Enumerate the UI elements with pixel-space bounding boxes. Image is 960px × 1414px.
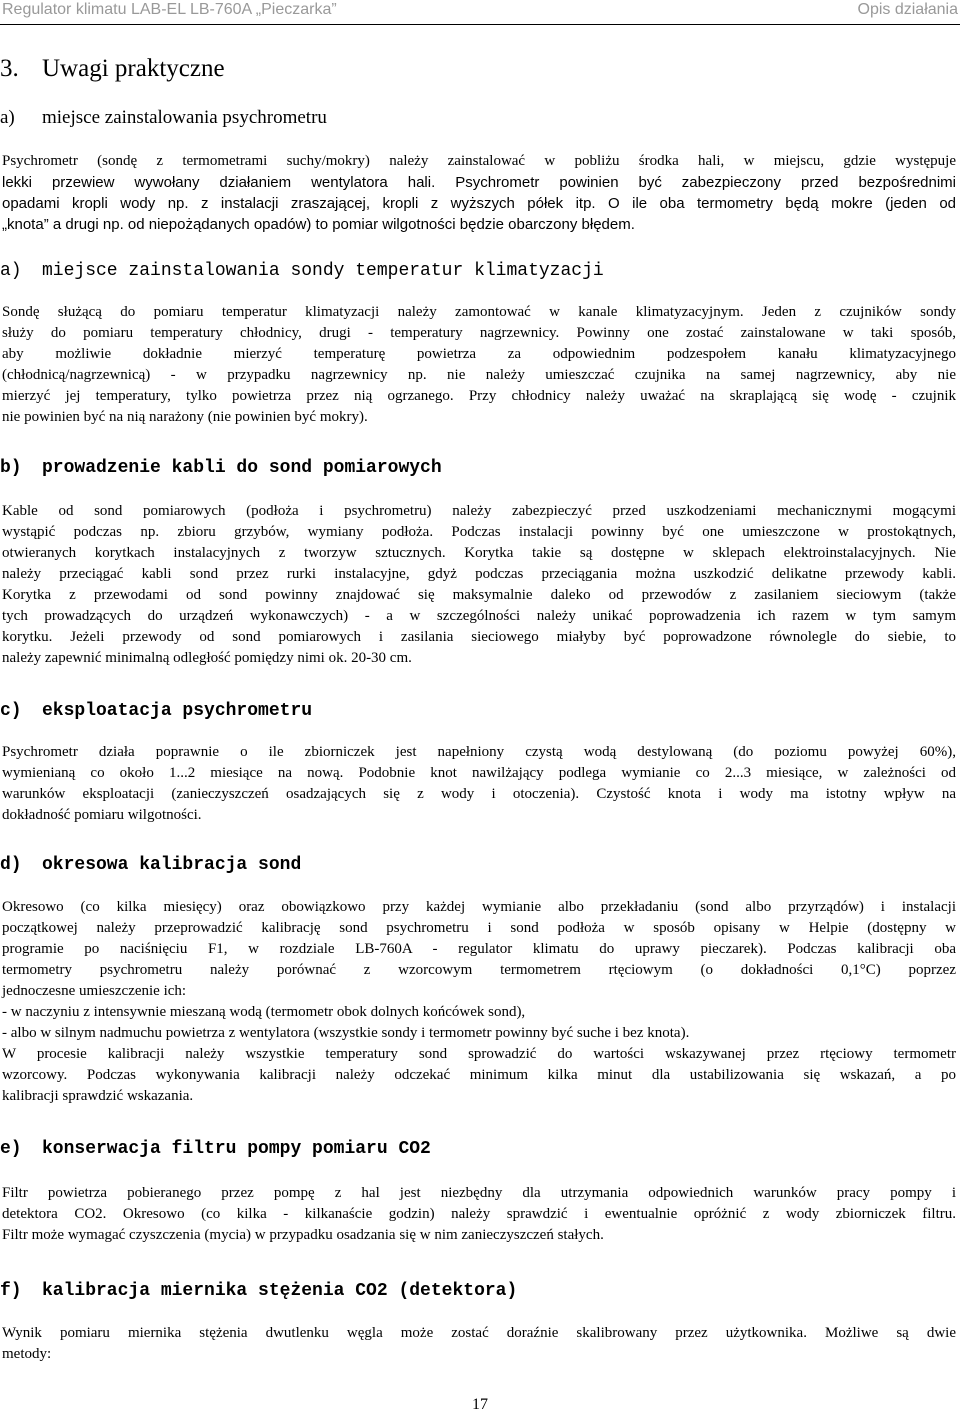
chapter-number: 3. xyxy=(0,55,19,82)
section-body-probe-calibration: Okresowo (co kilka miesięcy) oraz obowiązkowo przy każdej wymianie albo przekładaniu (sond albo przyrządów) i instalacji początkowej należy przeprowadzić kalibrację sond psychrometru i sond podłoża w sposób opisany w Helpie (dostępny w programie po naciśnięciu F1, w rozdziale LB-760A - regulator klimatu do uprawy pieczarek). Podczas kalibracji oba termometry psychrometru należy porównać z wzorcowym termometrem rtęciowym (o dokładności 0,1°C) poprzez jednoczesne umieszczenie ich: - w naczyniu z intensywnie mieszaną wodą (termometr obok dolnych końcówek sond), - albo w silnym nadmuchu powietrza z wentylatora (wszystkie sondy i termometr powinny być suche i bez knota). W procesie kalibracji należy wszystkie temperatury sond sprowadzić do wartości wskazywanej przez rtęciowy termometr wzorcowy. Podczas wykonywania kalibracji należy odczekać minimum kilka minut dla ustabilizowania się wskazań, a po kalibracji sprawdzić wskazania. xyxy=(2,899,956,1104)
section-heading-psychrometer-operation: c) eksploatacja psychrometru xyxy=(0,701,313,721)
section-body-ac-probe-location: Sondę służącą do pomiaru temperatur klimatyzacji należy zamontować w kanale klimatyzacyjnym. Jeden z czujników sondy służy do pomiaru temperatury chłodnicy, drugi - temperatury nagrzewnicy. Powinny one zostać zainstalowane w taki sposób, aby możliwie dokładnie mierzyć temperaturę powietrza za odpowiednim podzespołem kanału klimatyzacyjnego (chłodnicą/nagrzewnicą) - w przypadku nagrzewnicy np. nie należy umieszczać czujnika na samej nagrzewnicy, aby nie mierzyć jej temperatury, tylko powietrza przez nią ogrzanego. Przy chłodnicy należy uważać na skraplającą się wodę - czujnik nie powinien być na nią narażony (nie powinien być mokry). xyxy=(2,304,956,425)
page-header xyxy=(0,0,960,25)
section-heading-psychrometer-location: a) miejsce zainstalowania psychrometru xyxy=(0,107,327,128)
header-section-title: Opis działania xyxy=(857,1,958,18)
section-body-co2-pump-filter: Filtr powietrza pobieranego przez pompę z hal jest niezbędny dla utrzymania odpowiednich warunków pracy pompy i detektora CO2. Okresowo (co kilka - kilkanaście godzin) należy sprawdzić i ewentualnie opróżnić z wody zbiorniczek filtru. Filtr może wymagać czyszczenia (mycia) w przypadku osadzania się w nim zanieczyszczeń stałych. xyxy=(2,1185,956,1243)
section-heading-probe-calibration: d) okresowa kalibracja sond xyxy=(0,855,302,875)
header-doc-title: Regulator klimatu LAB-EL LB-760A „Pieczarka” xyxy=(2,1,337,18)
section-body-psychrometer-location: Psychrometr (sondę z termometrami suchy/mokry) należy zainstalować w pobliżu środka hali, w miejscu, gdzie występuje lekki przewiew wywołany działaniem wentylatora hali. Psychrometr powinien być zabezpieczony przed bezpośrednimi opadami kropli wody np. z instalacji zraszającej, kropli z wyższych półek itp. O ile oba termometry będą mokre (jeden od „knota” a drugi np. od niepożądanych opadów) to pomiar wilgotności będzie obarczony błędem. xyxy=(2,153,956,233)
page-number: 17 xyxy=(472,1396,488,1413)
chapter-title-text: Uwagi praktyczne xyxy=(42,55,225,82)
section-body-probe-cables: Kable od sond pomiarowych (podłoża i psychrometru) należy zabezpieczyć przed uszkodzeniami mechanicznymi mogącymi wystąpić podczas np. zbioru grzybów, wymiany podłoża. Podczas instalacji powinny być one umieszczone w prostokątnych, otwieranych korytkach instalacyjnych z tworzyw sztucznych. Korytka takie są dostępne w sklepach elektroinstalacyjnych. Nie należy przeciągać kabli sond przez rurki instalacyjne, gdyż podczas przeciągania można uszkodzić delikatne przewody kabli. Korytka z przewodami od sond powinny znajdować się maksymalnie daleko od przewodów z zasilaniem sieciowym (także tych prowadzących do urządzeń wykonawczych) - a w szczególności należy unikać poprowadzenia ich razem w tym samym korytku. Jeżeli przewody od sond pomiarowych i zasilania sieciowego miałyby być poprowadzone równolegle do siebie, to należy zapewnić minimalną odległość pomiędzy nimi ok. 20-30 cm. xyxy=(2,503,956,666)
section-heading-ac-probe-location: a) miejsce zainstalowania sondy temperatur klimatyzacji xyxy=(0,261,604,281)
chapter-title xyxy=(0,54,225,84)
section-body-psychrometer-operation: Psychrometr działa poprawnie o ile zbiorniczek jest napełniony czystą wodą destylowaną (do poziomu powyżej 60%), wymienianą co około 1...2 miesiące na nową. Podobnie knot nawilżający podlega wymianie co 2...3 miesiące, w zależności od warunków eksploatacji (zanieczyszczeń osadzających się z wody i otoczenia). Czystość knota i wody ma istotny wpływ na dokładność pomiaru wilgotności. xyxy=(2,744,956,823)
section-heading-probe-cables: b) prowadzenie kabli do sond pomiarowych xyxy=(0,458,442,478)
section-heading-co2-pump-filter: e) konserwacja filtru pompy pomiaru CO2 xyxy=(0,1139,431,1159)
section-heading-co2-meter-calibration: f) kalibracja miernika stężenia CO2 (detektora) xyxy=(0,1281,518,1301)
section-body-co2-meter-calibration: Wynik pomiaru miernika stężenia dwutlenku węgla może zostać doraźnie skalibrowany przez użytkownika. Możliwe są dwie metody: xyxy=(2,1325,956,1362)
